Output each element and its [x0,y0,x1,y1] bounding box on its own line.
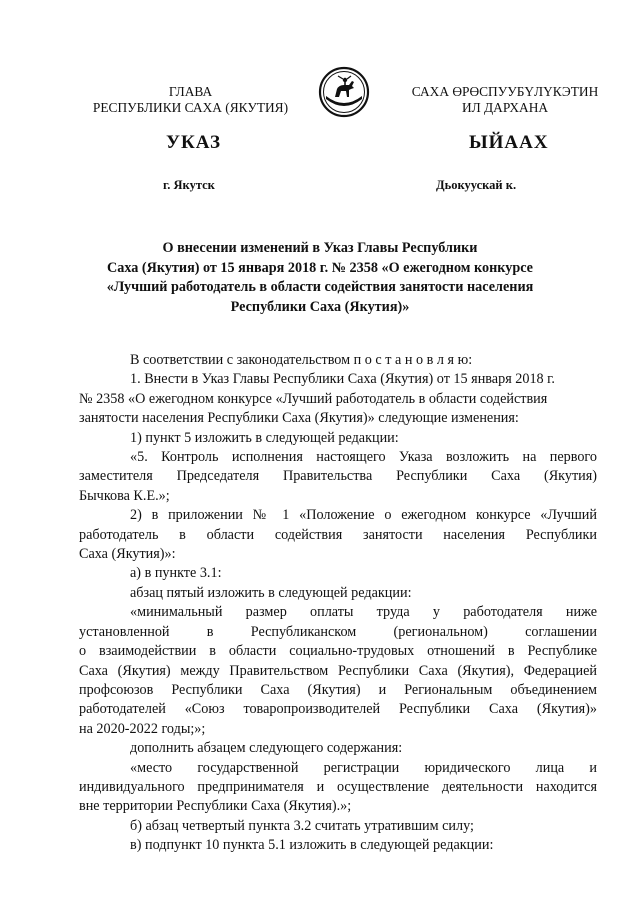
coat-of-arms-icon [318,66,370,118]
header-left-line2: РЕСПУБЛИКИ САХА (ЯКУТИЯ) [92,100,289,115]
title-line: Республики Саха (Якутия)» [230,298,410,315]
document-title [100,239,540,317]
paragraph-line: на 2020-2022 годы;»; [79,720,206,737]
paragraph-line: работодателей «Союз товаропроизводителей Республики Саха (Якутия)» [79,701,597,718]
paragraph-line: установленной в Республиканском (региональном) соглашении [79,623,597,640]
paragraph-line: «5. Контроль исполнения настоящего Указа возложить на первого [130,449,597,466]
title-line: Саха (Якутия) от 15 января 2018 г. № 2358 «О ежегодном конкурсе [107,259,533,276]
paragraph: абзац пятый изложить в следующей редакции: [130,584,412,601]
paragraph-line: индивидуального предпринимателя и осуществление деятельности находится [79,778,597,795]
paragraph: дополнить абзацем следующего содержания: [130,740,403,757]
header-left [88,84,293,116]
paragraph-line: № 2358 «О ежегодном конкурсе «Лучший работодатель в области содействия [79,390,548,407]
doc-type-right: ЫЙААХ [469,132,549,153]
paragraph: 1) пункт 5 изложить в следующей редакции: [130,429,399,446]
header-right-line1: САХА ӨРӨСПУУБҮЛҮКЭТИН [411,84,599,99]
paragraph-line: профсоюзов Республики Саха (Якутия) и Региональным объединением [79,681,597,698]
paragraph-line: работодатель в области содействия занятости населения Республики [79,526,597,543]
paragraph-line: занятости населения Республики Саха (Якутия)» следующие изменения: [79,410,519,427]
paragraph: В соответствии с законодательством п о с т а н о в л я ю: [130,352,473,368]
paragraph-line: заместителя Председателя Правительства Республики Саха (Якутия) [79,468,597,485]
paragraph-line: 2) в приложении № 1 «Положение о ежегодном конкурсе «Лучший [130,507,597,524]
doc-type-left: УКАЗ [166,132,221,153]
paragraph-line: «минимальный размер оплаты труда у работодателя ниже [130,604,597,621]
city-right: Дьокуускай к. [436,178,517,192]
paragraph-line: вне территории Республики Саха (Якутия).»; [79,798,352,815]
paragraph: в) подпункт 10 пункта 5.1 изложить в следующей редакции: [130,837,494,854]
paragraph-line: Саха (Якутия) между Правительством Республики Саха (Якутия), Федерацией [79,662,597,679]
document-body [79,351,597,856]
paragraph: б) абзац четвертый пункта 3.2 считать утратившим силу; [130,817,474,834]
title-line: «Лучший работодатель в области содействия занятости населения [106,279,534,295]
header-right-line2: ИЛ ДАРХАНА [461,100,549,115]
paragraph-line: Бычкова К.Е.»; [79,487,170,504]
paragraph-line: Саха (Якутия)»: [79,546,176,563]
paragraph-line: о взаимодействии в области социально-трудовых отношений в Республике [79,643,597,660]
paragraph-line: «место государственной регистрации юридического лица и [130,759,597,776]
header-right [400,84,610,116]
city-left: г. Якутск [163,178,215,192]
paragraph: а) в пункте 3.1: [130,565,222,582]
paragraph-line: 1. Внести в Указ Главы Республики Саха (Якутия) от 15 января 2018 г. [130,371,555,388]
title-line: О внесении изменений в Указ Главы Республики [162,240,478,256]
header-left-line1: ГЛАВА [168,84,213,99]
